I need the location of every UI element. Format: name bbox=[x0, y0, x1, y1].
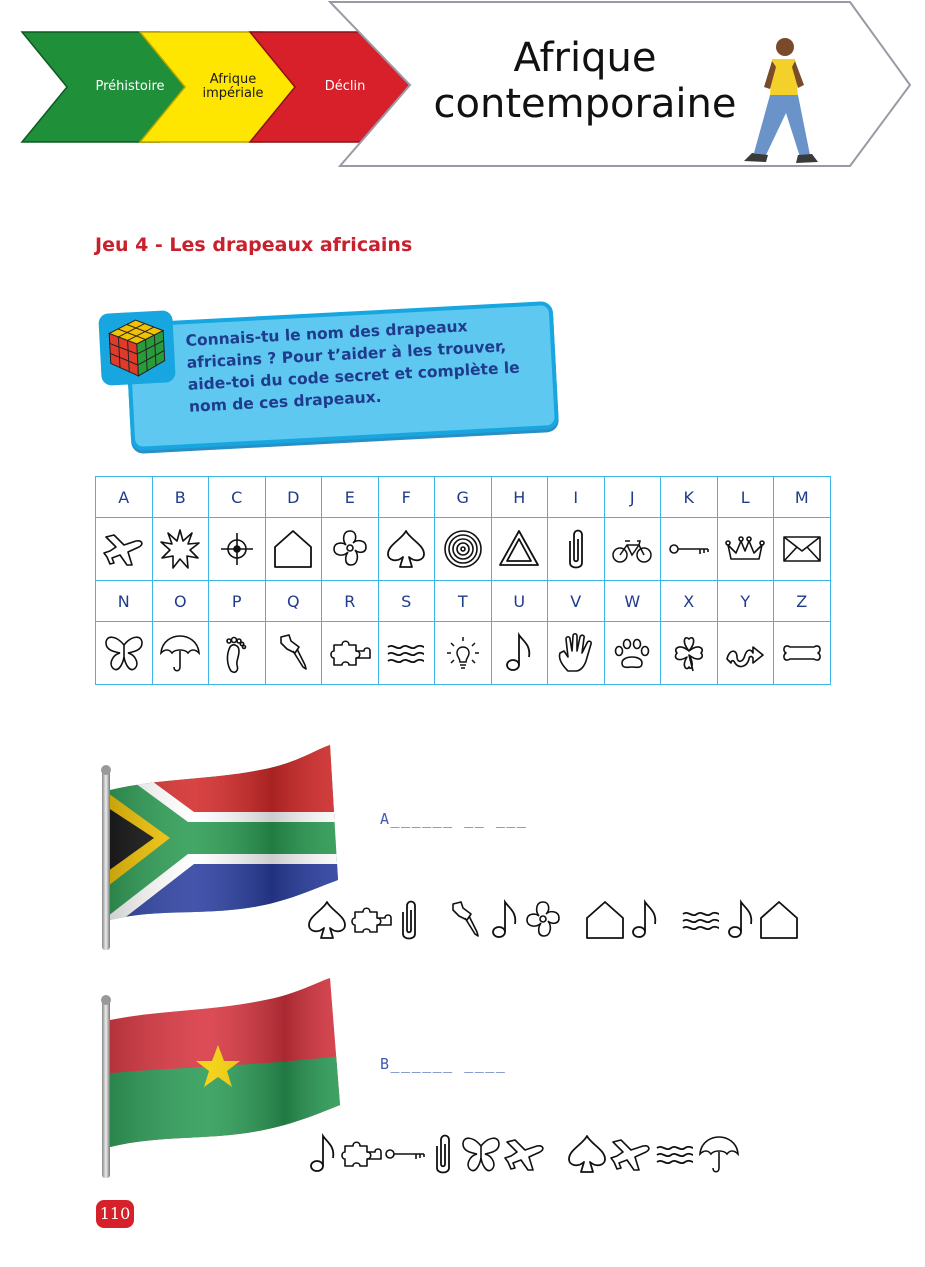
flower-icon bbox=[328, 527, 372, 571]
spade-icon bbox=[384, 527, 428, 571]
triangle-icon bbox=[497, 527, 541, 571]
squiggle-arrow-icon bbox=[723, 631, 767, 675]
umbrella-icon bbox=[158, 631, 202, 675]
paperclip-icon bbox=[427, 1132, 459, 1176]
code-letter: V bbox=[548, 581, 605, 622]
waves-icon bbox=[679, 898, 723, 942]
game-title: Jeu 4 - Les drapeaux africains bbox=[95, 234, 413, 256]
house-icon bbox=[757, 898, 801, 942]
pushpin-icon bbox=[271, 631, 315, 675]
tab-imperial: Afrique impériale bbox=[202, 72, 264, 101]
envelope-icon bbox=[780, 527, 824, 571]
key-icon bbox=[667, 527, 711, 571]
house-icon bbox=[583, 898, 627, 942]
spade-icon bbox=[565, 1132, 609, 1176]
puzzle-icon bbox=[349, 898, 393, 942]
puzzle-icon bbox=[339, 1132, 383, 1176]
code-letter: M bbox=[774, 477, 831, 518]
code-letter: C bbox=[209, 477, 266, 518]
symbols-row-n-z bbox=[96, 622, 831, 685]
code-letter: O bbox=[152, 581, 209, 622]
puzzle-icon bbox=[328, 631, 372, 675]
lightbulb-icon bbox=[441, 631, 485, 675]
answer-line-2: B______ ____ bbox=[380, 1055, 507, 1073]
code-letter: W bbox=[604, 581, 661, 622]
code-letter: X bbox=[661, 581, 718, 622]
butterfly-icon bbox=[459, 1132, 503, 1176]
paw-icon bbox=[610, 631, 654, 675]
code-letter: A bbox=[96, 477, 153, 518]
footprint-icon bbox=[215, 631, 259, 675]
code-letter: T bbox=[435, 581, 492, 622]
letters-row-a-m bbox=[96, 477, 831, 518]
secret-code-table bbox=[95, 476, 831, 685]
explosion-icon bbox=[158, 527, 202, 571]
bicycle-icon bbox=[610, 527, 654, 571]
clue-row-2 bbox=[305, 1132, 741, 1176]
clue-row-1 bbox=[305, 898, 801, 942]
cube-tab bbox=[98, 310, 176, 386]
instruction-text: Connais-tu le nom des drapeaux africains ? Pour t’aider à les trouver, aide-toi du code secret et complète le nom de ces drapeaux. bbox=[185, 317, 521, 416]
code-letter: S bbox=[378, 581, 435, 622]
pushpin-icon bbox=[443, 898, 487, 942]
code-letter: Y bbox=[717, 581, 774, 622]
music-note-icon bbox=[305, 1132, 339, 1176]
code-letter: Z bbox=[774, 581, 831, 622]
key-icon bbox=[383, 1132, 427, 1176]
music-note-icon bbox=[627, 898, 661, 942]
letters-row-n-z bbox=[96, 581, 831, 622]
code-letter: K bbox=[661, 477, 718, 518]
music-note-icon bbox=[487, 898, 521, 942]
paperclip-icon bbox=[554, 527, 598, 571]
crosshair-icon bbox=[215, 527, 259, 571]
code-letter: R bbox=[322, 581, 379, 622]
code-letter: P bbox=[209, 581, 266, 622]
answer-line-1: A______ __ ___ bbox=[380, 810, 528, 828]
airplane-icon bbox=[609, 1132, 653, 1176]
butterfly-icon bbox=[102, 631, 146, 675]
target-icon bbox=[441, 527, 485, 571]
code-letter: N bbox=[96, 581, 153, 622]
tab-prehistory: Préhistoire bbox=[95, 79, 165, 94]
music-note-icon bbox=[723, 898, 757, 942]
code-letter: E bbox=[322, 477, 379, 518]
title-line-2: contemporaine bbox=[433, 81, 737, 127]
title-line-1: Afrique bbox=[513, 35, 657, 81]
airplane-icon bbox=[503, 1132, 547, 1176]
umbrella-icon bbox=[697, 1132, 741, 1176]
symbols-row-a-m bbox=[96, 518, 831, 581]
code-letter: D bbox=[265, 477, 322, 518]
code-letter: I bbox=[548, 477, 605, 518]
code-letter: L bbox=[717, 477, 774, 518]
clover-icon bbox=[667, 631, 711, 675]
house-icon bbox=[271, 527, 315, 571]
waves-icon bbox=[653, 1132, 697, 1176]
music-note-icon bbox=[497, 631, 541, 675]
page-title bbox=[415, 35, 755, 127]
code-letter: Q bbox=[265, 581, 322, 622]
bone-icon bbox=[780, 631, 824, 675]
tab-decline: Déclin bbox=[324, 79, 366, 94]
flower-icon bbox=[521, 898, 565, 942]
code-letter: J bbox=[604, 477, 661, 518]
spade-icon bbox=[305, 898, 349, 942]
airplane-icon bbox=[102, 527, 146, 571]
hand-icon bbox=[554, 631, 598, 675]
code-letter: B bbox=[152, 477, 209, 518]
code-letter: F bbox=[378, 477, 435, 518]
crown-icon bbox=[723, 527, 767, 571]
rubiks-cube-icon bbox=[98, 310, 176, 386]
page-number: 110 bbox=[96, 1200, 134, 1228]
code-letter: U bbox=[491, 581, 548, 622]
code-letter: H bbox=[491, 477, 548, 518]
code-letter: G bbox=[435, 477, 492, 518]
waves-icon bbox=[384, 631, 428, 675]
paperclip-icon bbox=[393, 898, 425, 942]
